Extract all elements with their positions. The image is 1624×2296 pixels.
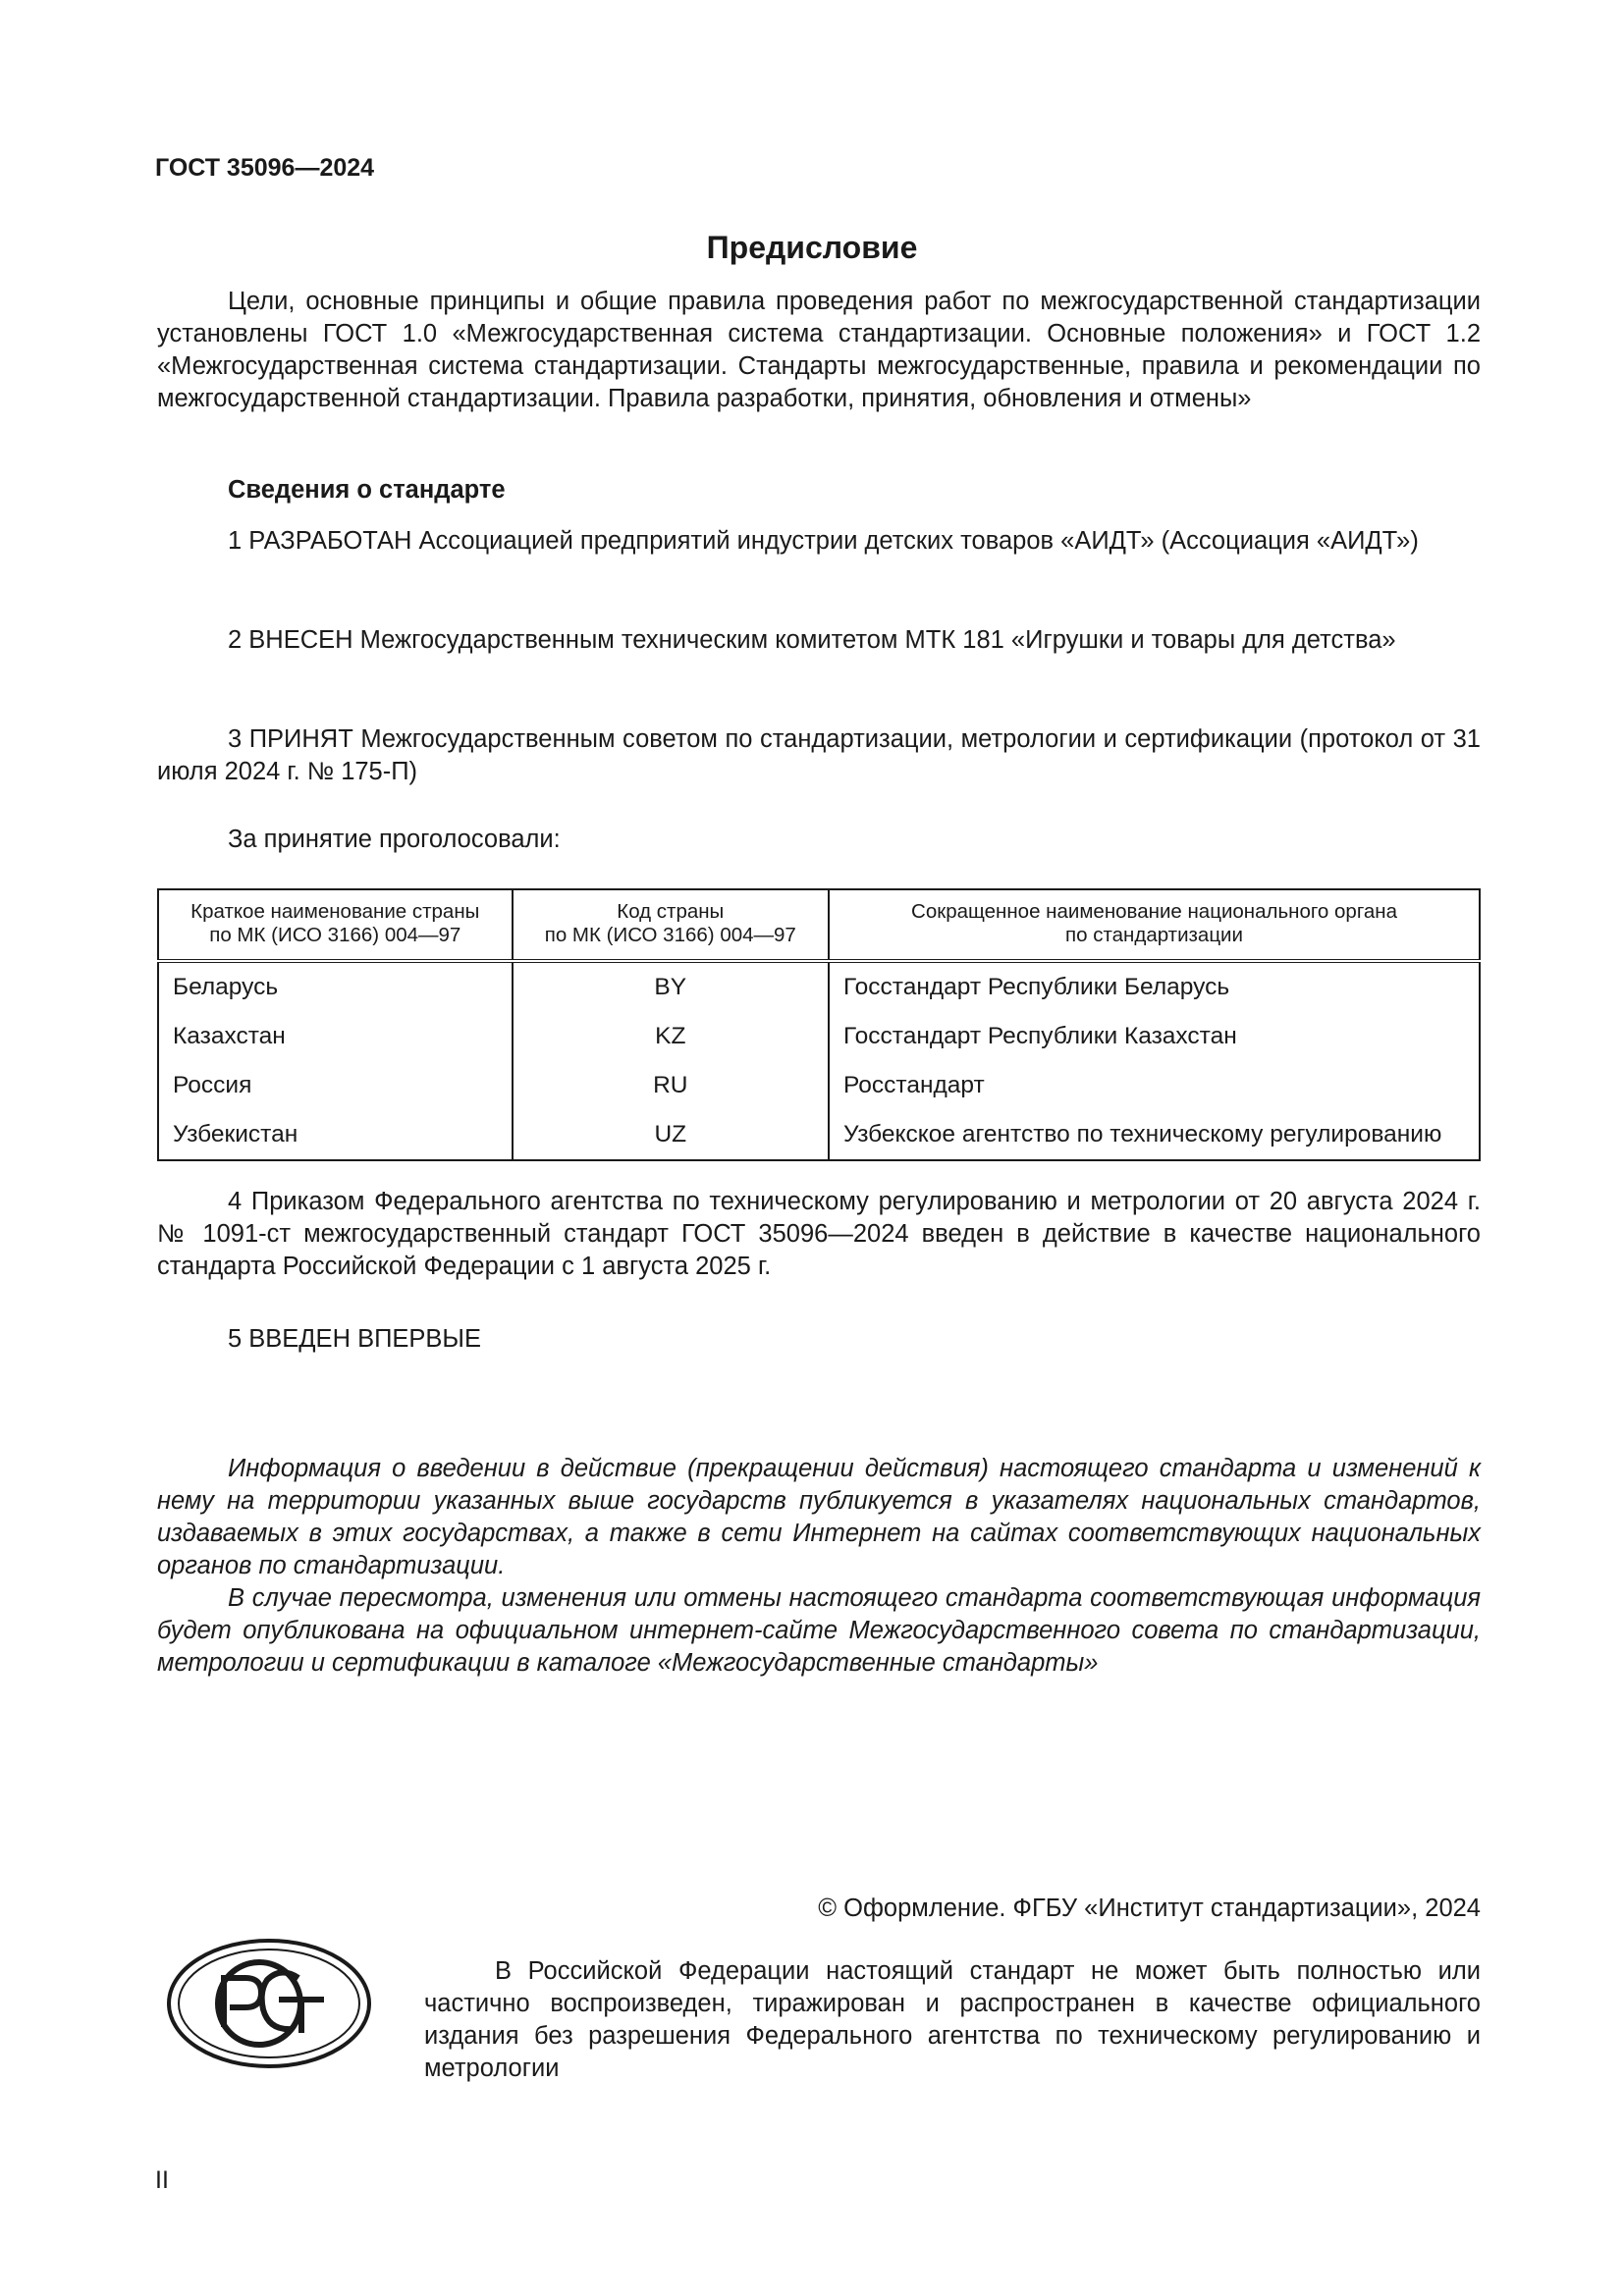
rst-logo-icon (165, 1937, 373, 2070)
intro-text: Цели, основные принципы и общие правила проведения работ по межгосударственной стандартизации установлены ГОСТ 1.0 «Межгосударственная система стандартизации. Основные положения» и ГОСТ 1.2 «Межгосударственная система стандартизации. Стандарты межгосударственные, правила и рекомендации по межгосударственной стандартизации. Правила разработки, принятия, обновления и отмены» (157, 288, 1481, 412)
item-1 (157, 525, 1481, 558)
page-title: Предисловие (706, 230, 918, 265)
table-row (158, 1061, 1480, 1110)
body-cell: Госстандарт Республики Беларусь (829, 961, 1480, 1012)
code-cell: KZ (513, 1012, 829, 1061)
rights-text: В Российской Федерации настоящий стандарт не может быть полностью или частично воспроизведен, тиражирован и распространен в качестве официального издания без разрешения Федерального агентства по техническому регулированию и метрологии (424, 1957, 1481, 2082)
page-number: II (155, 2166, 169, 2194)
col-header-code (513, 889, 829, 961)
col-header-body-line1: Сокращенное наименование национального органа (911, 900, 1397, 923)
notice-paragraph-2: В случае пересмотра, изменения или отмены настоящего стандарта соответствующая информация будет опубликована на официальном интернет-сайте Межгосударственного совета по стандартизации, метрологии и сертификации в каталоге «Межгосударственные стандарты» (157, 1584, 1481, 1677)
item-4 (157, 1186, 1481, 1283)
code-cell: RU (513, 1061, 829, 1110)
body-cell: Госстандарт Республики Казахстан (829, 1012, 1480, 1061)
document-id: ГОСТ 35096—2024 (155, 154, 375, 182)
item-1-text: 1 РАЗРАБОТАН Ассоциацией предприятий индустрии детских товаров «АИДТ» (Ассоциация «АИДТ») (228, 527, 1419, 555)
item-2-text: 2 ВНЕСЕН Межгосударственным техническим комитетом МТК 181 «Игрушки и товары для детства» (228, 626, 1396, 654)
item-4-text: 4 Приказом Федерального агентства по техническому регулированию и метрологии от 20 августа 2024 г. № 1091-ст межгосударственный стандарт ГОСТ 35096—2024 введен в действие в качестве национального стандарта Российской Федерации с 1 августа 2025 г. (157, 1188, 1481, 1280)
intro-paragraph (157, 286, 1481, 415)
col-header-body-line2: по стандартизации (1065, 924, 1243, 946)
code-cell: UZ (513, 1110, 829, 1160)
info-heading: Сведения о стандарте (228, 476, 506, 504)
body-cell: Росстандарт (829, 1061, 1480, 1110)
col-header-country-line1: Краткое наименование страны (190, 900, 480, 923)
country-cell: Узбекистан (158, 1110, 513, 1160)
rights-notice (424, 1955, 1481, 2085)
country-cell: Беларусь (158, 961, 513, 1012)
col-header-code-line2: по МК (ИСО 3166) 004—97 (544, 924, 796, 946)
item-3 (157, 723, 1481, 788)
vote-label: За принятие проголосовали: (228, 826, 561, 853)
table-row (158, 1012, 1480, 1061)
table-row (158, 1110, 1480, 1160)
copyright-line: © Оформление. ФГБУ «Институт стандартизации», 2024 (818, 1895, 1481, 1922)
col-header-code-line1: Код страны (617, 900, 725, 923)
table-row (158, 961, 1480, 1012)
table-header-row (158, 889, 1480, 961)
notice-paragraph-1: Информация о введении в действие (прекращении действия) настоящего стандарта и изменений к нему на территории указанных выше государств публикуется в указателях национальных стандартов, издаваемых в этих государствах, а также в сети Интернет на сайтах соответствующих национальных органов по стандартизации. (157, 1455, 1481, 1579)
voting-table (157, 888, 1481, 1161)
item-3-text: 3 ПРИНЯТ Межгосударственным советом по стандартизации, метрологии и сертификации (протокол от 31 июля 2024 г. № 175-П) (157, 725, 1481, 785)
rst-logo (165, 1937, 373, 2075)
country-cell: Казахстан (158, 1012, 513, 1061)
col-header-country (158, 889, 513, 961)
code-cell: BY (513, 961, 829, 1012)
item-5: 5 ВВЕДЕН ВПЕРВЫЕ (228, 1325, 482, 1353)
item-2 (157, 624, 1481, 657)
country-cell: Россия (158, 1061, 513, 1110)
col-header-country-line2: по МК (ИСО 3166) 004—97 (209, 924, 461, 946)
body-cell: Узбекское агентство по техническому регулированию (829, 1110, 1480, 1160)
notice-block (157, 1453, 1481, 1680)
col-header-body (829, 889, 1480, 961)
